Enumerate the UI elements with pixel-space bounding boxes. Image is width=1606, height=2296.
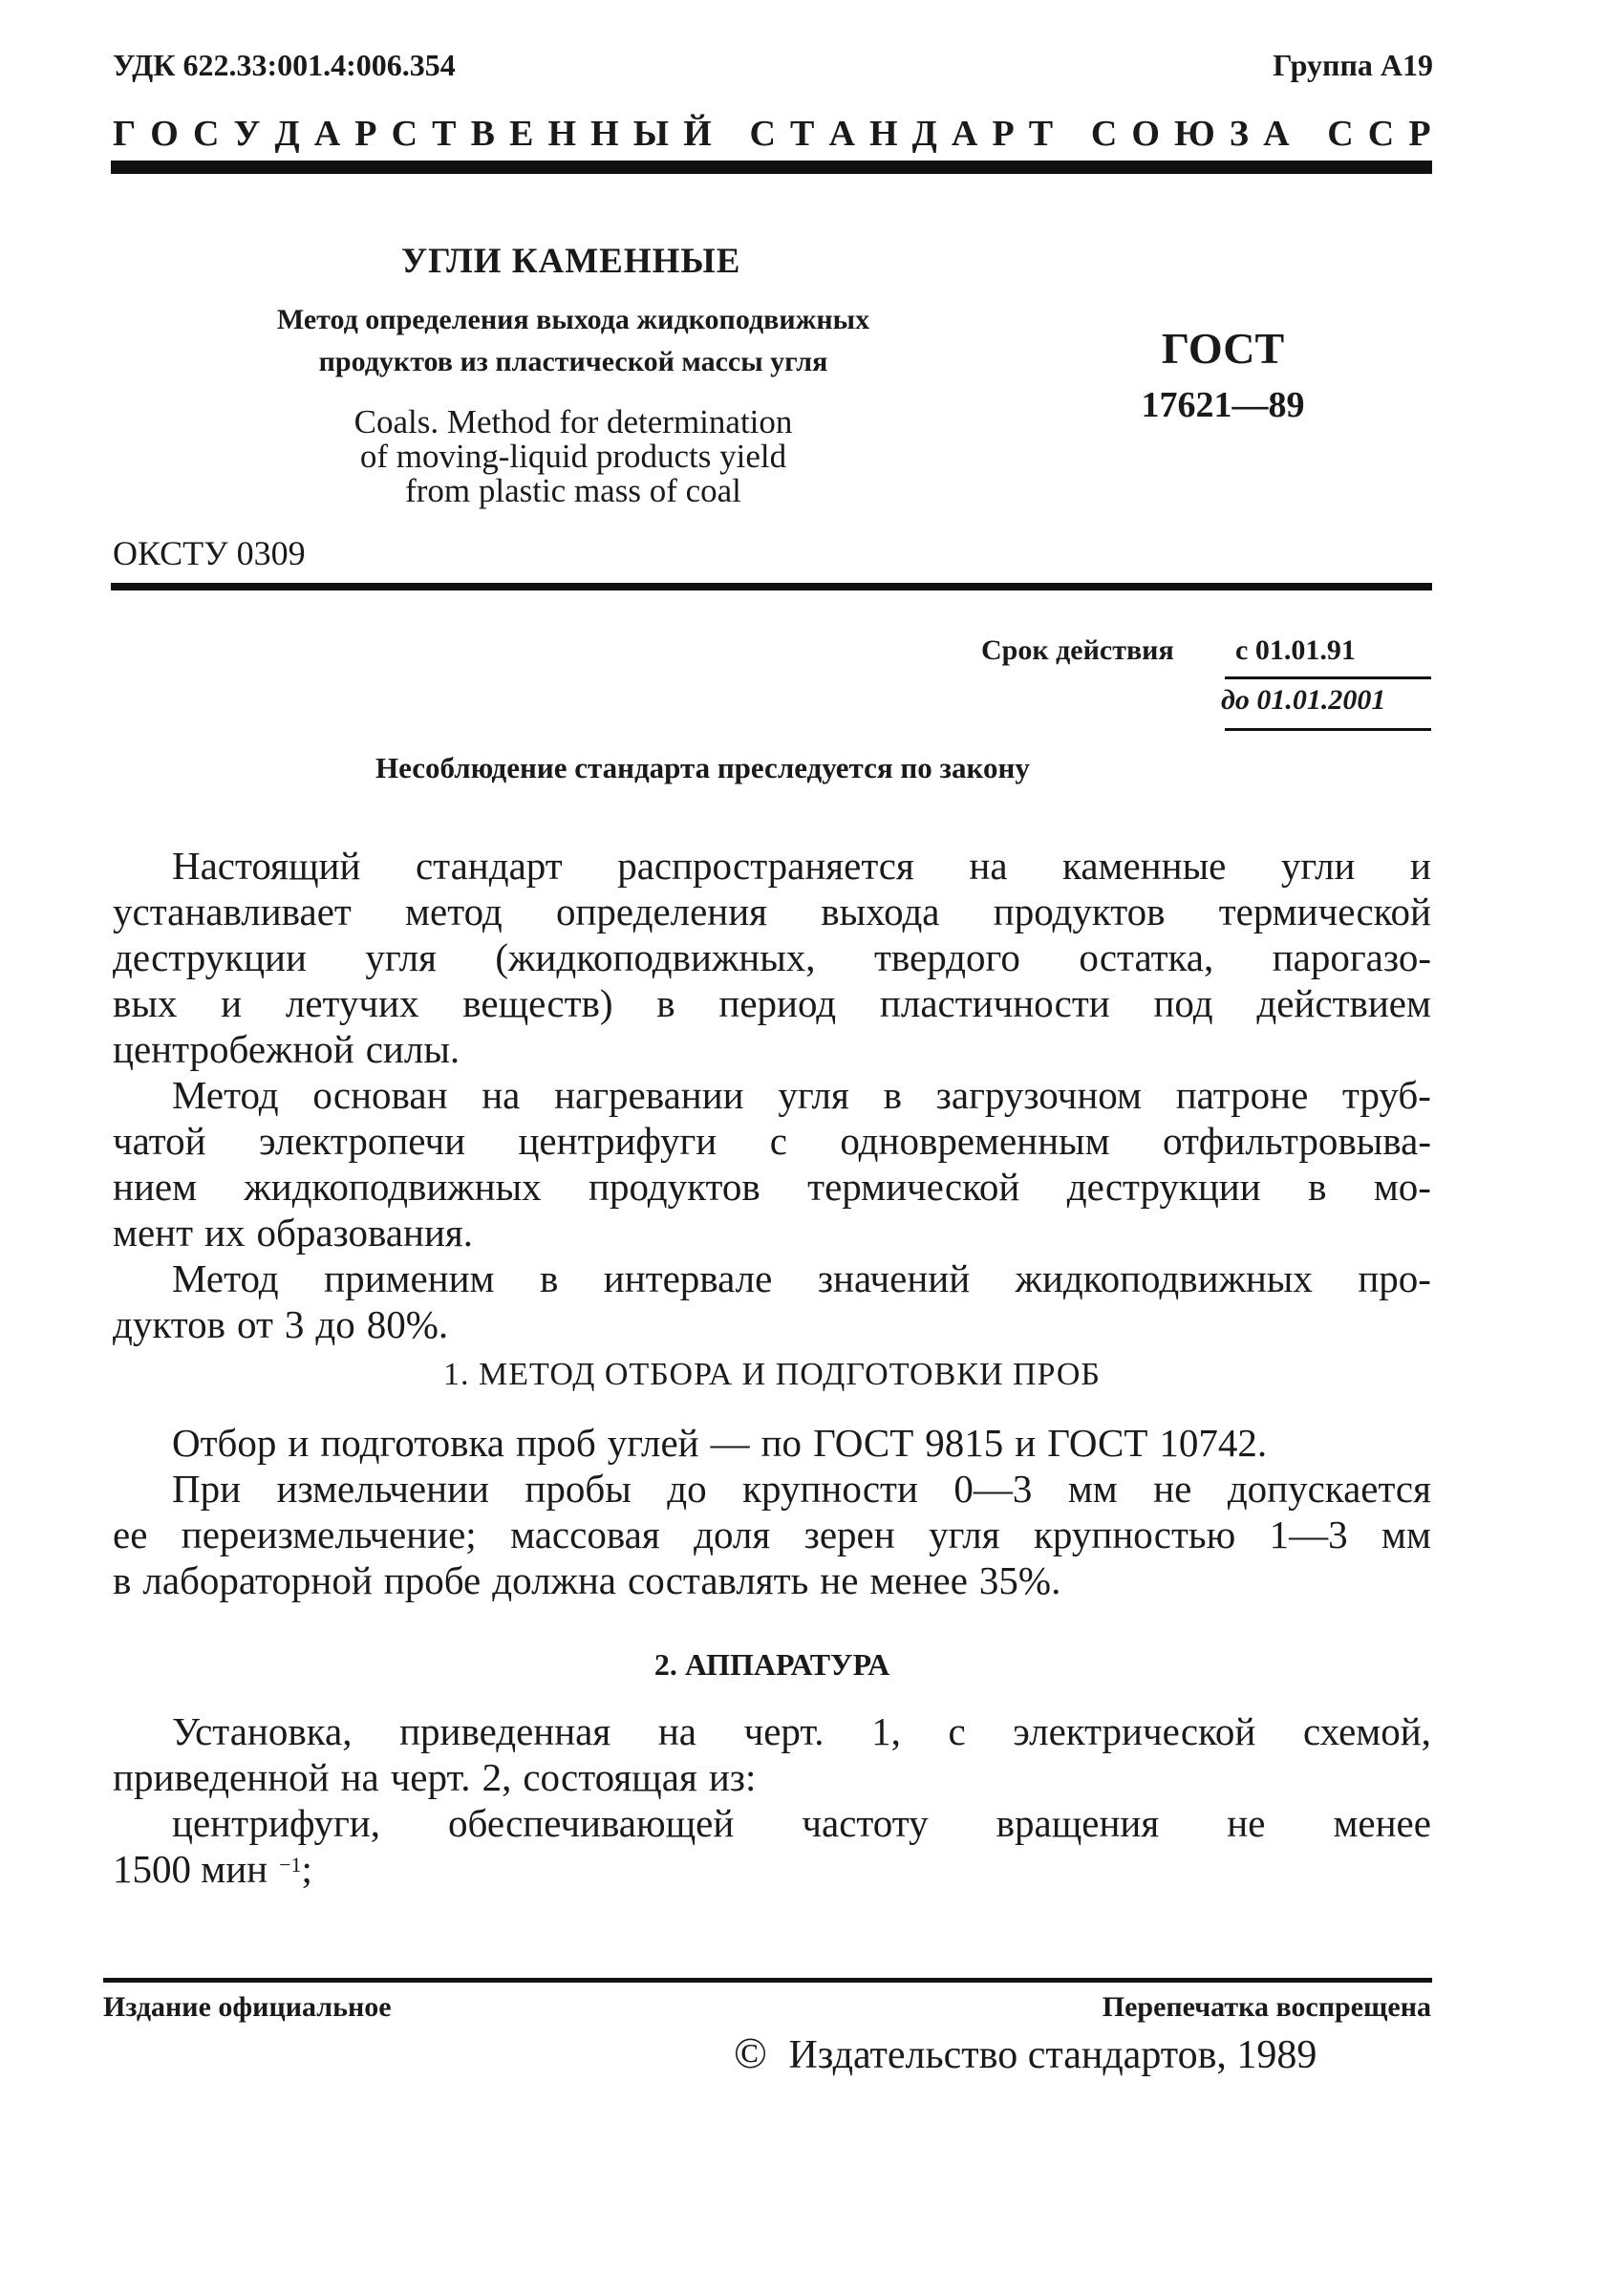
word: менее	[1333, 1801, 1431, 1845]
word: пробы	[525, 1467, 632, 1511]
validity-from: с 01.01.91	[1235, 634, 1356, 666]
word: на	[657, 1709, 696, 1753]
word: 0—3	[953, 1467, 1033, 1511]
word: метод	[405, 890, 503, 933]
udk-code: УДК 622.33:001.4:006.354	[113, 48, 456, 82]
list-item-line	[113, 1800, 1431, 1846]
word: интервале	[603, 1256, 773, 1300]
word: продуктов	[589, 1165, 760, 1209]
title-en-line-3: from plastic mass of coal	[405, 472, 741, 509]
word: значений	[817, 1256, 971, 1300]
heading-letter: Т	[1028, 114, 1054, 154]
word: не	[1153, 1467, 1192, 1511]
word: При	[172, 1467, 242, 1511]
word: жидкоподвижных	[244, 1165, 542, 1209]
word: про-	[1358, 1256, 1431, 1300]
heading-letter: Й	[683, 114, 712, 154]
word: в	[113, 1558, 132, 1602]
section-1-body	[113, 1420, 1431, 1603]
word: состоящая	[523, 1755, 697, 1799]
paragraph-line	[113, 889, 1431, 934]
document-title: УГЛИ КАМЕННЫЕ	[401, 242, 741, 281]
word: угля	[365, 935, 437, 979]
word: мент	[113, 1211, 194, 1255]
state-standard-heading	[113, 113, 1431, 155]
word: на	[340, 1755, 379, 1799]
word: жидкоподвижных	[1015, 1256, 1313, 1300]
word: с	[948, 1709, 966, 1753]
word: измельчении	[276, 1467, 489, 1511]
word: доля	[694, 1513, 771, 1556]
word: остатка,	[1079, 935, 1214, 979]
word: 80%.	[366, 1302, 449, 1346]
word: действием	[1256, 981, 1431, 1025]
word: мо-	[1373, 1165, 1431, 1209]
paragraph-line	[113, 1255, 1431, 1301]
word: их	[204, 1211, 246, 1255]
heading-letter: Д	[274, 114, 300, 154]
heading-letter: Е	[509, 114, 534, 154]
word: менее	[869, 1558, 968, 1602]
word: вых	[113, 981, 178, 1025]
gost-label: ГОСТ	[1161, 324, 1285, 373]
word: на	[969, 844, 1008, 888]
section-2-heading: 2. АППАРАТУРА	[653, 1647, 890, 1682]
word: и	[221, 981, 243, 1025]
word: определения	[555, 890, 768, 933]
heading-letter: С	[749, 114, 776, 154]
word: патроне	[1175, 1073, 1309, 1117]
paragraph-line	[113, 843, 1431, 889]
word: Установка,	[172, 1709, 353, 1753]
word: углей	[607, 1421, 699, 1465]
word: частоту	[802, 1801, 929, 1845]
word: Метод	[172, 1073, 279, 1117]
heading-letter: О	[150, 114, 179, 154]
word: применим	[324, 1256, 495, 1300]
heading-letter: Ы	[632, 114, 670, 154]
paragraph-line	[113, 1026, 1431, 1072]
word: основан	[312, 1073, 448, 1117]
paragraph-line	[113, 1466, 1431, 1512]
word: ГОСТ	[813, 1421, 914, 1465]
word: массовая	[510, 1513, 660, 1556]
word: образования.	[256, 1211, 473, 1255]
heading-letter: Н	[869, 114, 898, 154]
list-item-line	[113, 1846, 1431, 1892]
word: пластичности	[879, 981, 1110, 1025]
word: черт.	[743, 1709, 824, 1753]
word: 2,	[482, 1755, 512, 1799]
paragraph-line	[113, 1210, 1431, 1255]
group-code: Группа А19	[1273, 48, 1433, 82]
word: нием	[113, 1165, 198, 1209]
validity-to: до 01.01.2001	[1221, 684, 1386, 716]
word: 9815	[925, 1421, 1004, 1465]
word: каменные	[1062, 844, 1227, 888]
word: составлять	[628, 1558, 809, 1602]
heading-letter: З	[1229, 114, 1249, 154]
paragraph-line	[113, 934, 1431, 980]
subtitle-ru-line-2: продуктов из пластической массы угля	[318, 346, 828, 377]
paragraph-line	[113, 1301, 1431, 1347]
heading-space	[1067, 113, 1077, 155]
heading-letter: С	[1327, 114, 1354, 154]
word: центрифуги,	[172, 1801, 380, 1845]
word: зерен	[803, 1513, 895, 1556]
publisher: Издательство стандартов, 1989	[788, 2033, 1317, 2077]
word: термической	[1218, 890, 1431, 933]
word: летучих	[285, 981, 419, 1025]
subtitle-ru-line-1: Метод определения выхода жидкоподвижных	[276, 304, 870, 335]
word: веществ)	[462, 981, 613, 1025]
word: приведенная	[399, 1709, 611, 1753]
word: угля	[929, 1513, 1000, 1556]
word: мм	[1067, 1467, 1118, 1511]
word: мм	[1381, 1513, 1431, 1556]
word: подготовка	[320, 1421, 504, 1465]
word: —	[710, 1421, 750, 1465]
word: Метод	[172, 1256, 279, 1300]
heading-letter: О	[1131, 114, 1160, 154]
word: крупностью	[1034, 1513, 1236, 1556]
heading-letter: В	[470, 114, 495, 154]
word: одновременным	[840, 1119, 1110, 1163]
word: деструкции	[1066, 1165, 1261, 1209]
word: электрической	[1013, 1709, 1256, 1753]
heading-letter: С	[1090, 114, 1118, 154]
paragraph-line	[113, 1557, 1431, 1603]
word: труб-	[1342, 1073, 1431, 1117]
word: на	[482, 1073, 521, 1117]
word: угля	[778, 1073, 849, 1117]
word: должна	[492, 1558, 616, 1602]
word: (жидкоподвижных,	[495, 935, 816, 979]
section-1-heading: 1. МЕТОД ОТБОРА И ПОДГОТОВКИ ПРОБ	[443, 1357, 1101, 1392]
centrifuge-item-line-1	[172, 1800, 1431, 1846]
intro-paragraph	[113, 843, 1431, 1347]
legal-notice: Несоблюдение стандарта преследуется по закону	[375, 751, 1030, 784]
reprint-label: Перепечатка воспрещена	[1102, 1991, 1431, 2023]
paragraph-line	[113, 1420, 1431, 1466]
word: от	[236, 1302, 273, 1346]
word: загрузочном	[935, 1073, 1142, 1117]
word: крупности	[742, 1467, 918, 1511]
word: твердого	[873, 935, 1020, 979]
word: 1—3	[1269, 1513, 1348, 1556]
heading-letter: Р	[992, 114, 1015, 154]
word: до	[667, 1467, 707, 1511]
word: парогазо-	[1272, 935, 1431, 979]
word: до	[315, 1302, 355, 1346]
word: выхода	[821, 890, 940, 933]
paragraph-line	[113, 1072, 1431, 1118]
word: 3	[284, 1302, 305, 1346]
heading-letter: А	[313, 114, 341, 154]
paragraph-line	[113, 1118, 1431, 1164]
title-block-rule	[111, 583, 1432, 590]
heading-letter: А	[1263, 114, 1290, 154]
word: в	[1308, 1165, 1327, 1209]
word: и	[288, 1421, 310, 1465]
paragraph-line	[113, 1754, 1431, 1800]
word: распространяется	[617, 844, 914, 888]
word: под	[1153, 981, 1213, 1025]
word: угли	[1280, 844, 1356, 888]
title-en-line-2: of moving-liquid products yield	[359, 438, 787, 475]
word: отфильтровыва-	[1163, 1119, 1431, 1163]
title-en-line-1: Coals. Method for determination	[353, 403, 793, 440]
paragraph-line	[113, 1164, 1431, 1210]
word: и	[1410, 844, 1431, 888]
heading-letter: Н	[547, 114, 577, 154]
heading-letter: Н	[590, 114, 619, 154]
heading-letter: С	[192, 114, 220, 154]
heading-letter: Ю	[1174, 114, 1215, 154]
word: переизмельчение;	[181, 1513, 477, 1556]
word: 35%.	[978, 1558, 1061, 1602]
edition-label: Издание официальное	[103, 1991, 392, 2023]
word: период	[718, 981, 837, 1025]
word: не	[1227, 1801, 1266, 1845]
word: схемой,	[1302, 1709, 1431, 1753]
heading-letter: С	[391, 114, 418, 154]
word: термической	[807, 1165, 1020, 1209]
heading-letter: У	[233, 114, 261, 154]
footer-rule	[103, 1978, 1432, 1983]
word: по	[760, 1421, 803, 1465]
word: приведенной	[113, 1755, 330, 1799]
word: нагревании	[554, 1073, 744, 1117]
word: и	[1015, 1421, 1037, 1465]
heading-space	[1304, 113, 1314, 155]
word: ее	[113, 1513, 148, 1556]
okstu-code: ОКСТУ 0309	[113, 534, 306, 572]
word: Отбор	[172, 1421, 277, 1465]
word: вращения	[996, 1801, 1160, 1845]
word: допускается	[1227, 1467, 1431, 1511]
paragraph-line	[113, 1708, 1431, 1754]
paragraph-line	[113, 980, 1431, 1026]
word: обеспечивающей	[448, 1801, 735, 1845]
section-2-body	[113, 1708, 1431, 1800]
heading-letter: Т	[432, 114, 457, 154]
word: не	[820, 1558, 859, 1602]
heading-letter: Р	[354, 114, 377, 154]
word: в	[539, 1256, 559, 1300]
word: устанавливает	[113, 890, 352, 933]
validity-label: Срок действия	[981, 634, 1174, 666]
validity-from-underline	[1225, 676, 1431, 679]
word: пробе	[383, 1558, 482, 1602]
word: центробежной	[113, 1027, 354, 1071]
copyright-icon: ©	[734, 2028, 767, 2077]
word: силы.	[365, 1027, 460, 1071]
word: центрифуги	[518, 1119, 717, 1163]
word: дуктов	[113, 1302, 225, 1346]
rotation-frequency: 1500 мин $^{-1}$;	[113, 1847, 312, 1891]
heading-letter: А	[951, 114, 978, 154]
word: проб	[515, 1421, 596, 1465]
heading-letter: А	[828, 114, 855, 154]
word: чатой	[113, 1119, 206, 1163]
heading-letter: С	[1367, 114, 1395, 154]
word: лабораторной	[142, 1558, 373, 1602]
word: продуктов	[993, 890, 1166, 933]
heading-letter: Г	[113, 114, 137, 154]
heading-letter: Р	[1408, 114, 1431, 154]
centrifuge-item	[113, 1800, 1431, 1892]
word: ГОСТ	[1047, 1421, 1148, 1465]
word: черт.	[390, 1755, 471, 1799]
word: из:	[708, 1755, 757, 1799]
word: деструкции	[113, 935, 307, 979]
paragraph-line	[113, 1512, 1431, 1557]
word: с	[769, 1119, 787, 1163]
word: электропечи	[259, 1119, 466, 1163]
heading-space	[726, 113, 736, 155]
word: в	[883, 1073, 902, 1117]
word: 1,	[871, 1709, 901, 1753]
word: в	[656, 981, 675, 1025]
top-thick-rule	[111, 161, 1432, 174]
word: Настоящий	[172, 844, 361, 888]
copyright-line	[734, 2028, 1317, 2078]
validity-to-underline	[1225, 728, 1431, 731]
heading-letter: Д	[911, 114, 937, 154]
gost-number: 17621—89	[1141, 385, 1305, 425]
word: 10742.	[1159, 1421, 1268, 1465]
word: стандарт	[415, 844, 563, 888]
heading-letter: Т	[790, 114, 815, 154]
